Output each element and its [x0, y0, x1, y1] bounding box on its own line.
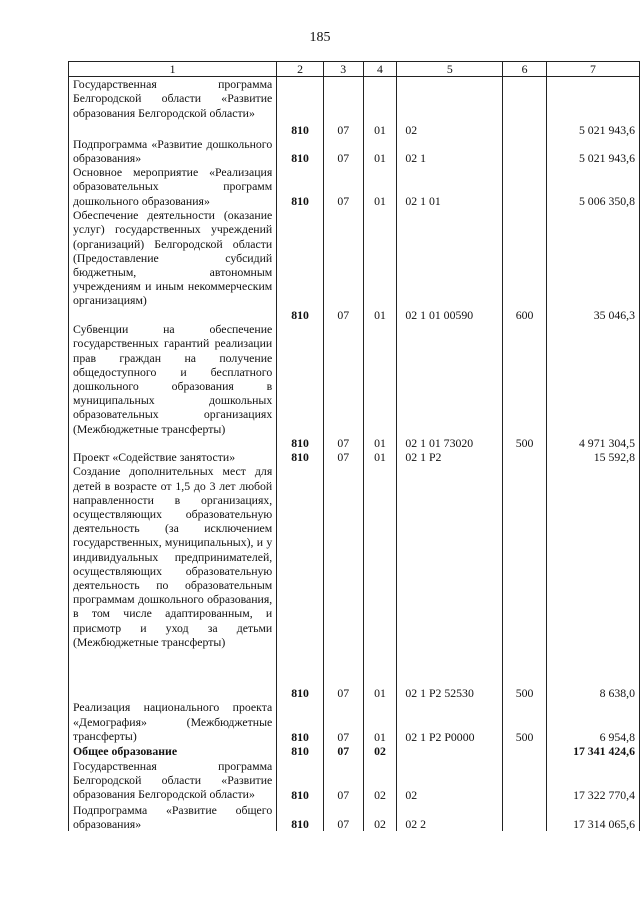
col-header-csr: 5 [397, 62, 503, 77]
row-vr [503, 744, 547, 758]
row-vr: 600 [503, 208, 547, 322]
row-vr [503, 759, 547, 803]
row-pr: 01 [363, 77, 397, 137]
row-rz: 07 [323, 208, 363, 322]
row-name: Основное мероприятие «Реализация образовательных программ дошкольного образования» [69, 165, 277, 208]
row-rz: 07 [323, 322, 363, 450]
row-rz: 07 [323, 759, 363, 803]
row-gr: 810 [277, 137, 324, 165]
row-pr: 01 [363, 464, 397, 700]
row-csr: 02 2 [397, 803, 503, 831]
row-sum: 15 592,8 [546, 450, 639, 464]
row-gr: 810 [277, 759, 324, 803]
table-row [69, 464, 640, 700]
row-vr [503, 77, 547, 137]
row-name: Общее образование [69, 744, 277, 758]
row-pr: 02 [363, 759, 397, 803]
row-vr: 500 [503, 700, 547, 744]
row-rz: 07 [323, 700, 363, 744]
table-row [69, 208, 640, 322]
row-csr: 02 [397, 77, 503, 137]
row-name: Обеспечение деятельности (оказание услуг) государственных учреждений (организаций) Белгородской области (Предоставление субсидий бюджетным, автономным учреждениям и иным некоммерческим организациям) [69, 208, 277, 322]
row-name: Реализация национального проекта «Демография» (Межбюджетные трансферты) [69, 700, 277, 744]
table-row [69, 803, 640, 831]
row-name: Проект «Содействие занятости» [69, 450, 277, 464]
row-vr [503, 165, 547, 208]
row-rz: 07 [323, 450, 363, 464]
row-gr: 810 [277, 450, 324, 464]
row-pr: 02 [363, 744, 397, 758]
col-header-pr: 4 [363, 62, 397, 77]
col-header-name: 1 [69, 62, 277, 77]
row-vr: 500 [503, 464, 547, 700]
col-header-vr: 6 [503, 62, 547, 77]
table-row [69, 700, 640, 744]
row-sum: 17 341 424,6 [546, 744, 639, 758]
row-pr: 01 [363, 450, 397, 464]
row-csr: 02 1 [397, 137, 503, 165]
row-name: Субвенции на обеспечение государственных гарантий реализации прав граждан на получение общедоступного и бесплатного дошкольного образования в муниципальных дошкольных образовательных организациях (Межбюджетные трансферты) [69, 322, 277, 450]
row-gr: 810 [277, 744, 324, 758]
row-rz: 07 [323, 137, 363, 165]
col-header-gr: 2 [277, 62, 324, 77]
row-pr: 01 [363, 137, 397, 165]
page-number: 185 [309, 30, 331, 45]
row-pr: 01 [363, 165, 397, 208]
row-name: Подпрограмма «Развитие общего образования» [69, 803, 277, 831]
row-csr: 02 1 P2 [397, 450, 503, 464]
table-body [69, 77, 640, 831]
row-vr [503, 803, 547, 831]
row-vr [503, 137, 547, 165]
row-csr: 02 1 01 73020 [397, 322, 503, 450]
row-rz: 07 [323, 803, 363, 831]
row-sum: 5 006 350,8 [546, 165, 639, 208]
table-row [69, 744, 640, 758]
row-gr: 810 [277, 700, 324, 744]
row-name: Государственная программа Белгородской области «Развитие образования Белгородской области» [69, 759, 277, 803]
row-gr: 810 [277, 77, 324, 137]
row-rz: 07 [323, 77, 363, 137]
row-vr [503, 450, 547, 464]
row-name: Подпрограмма «Развитие дошкольного образования» [69, 137, 277, 165]
row-sum: 17 322 770,4 [546, 759, 639, 803]
row-pr: 01 [363, 322, 397, 450]
row-name: Государственная программа Белгородской области «Развитие образования Белгородской области» [69, 77, 277, 137]
table-row [69, 322, 640, 450]
col-header-sum: 7 [546, 62, 639, 77]
table-row [69, 450, 640, 464]
table-row [69, 77, 640, 137]
table-row [69, 165, 640, 208]
row-csr: 02 [397, 759, 503, 803]
row-pr: 01 [363, 700, 397, 744]
table-row [69, 137, 640, 165]
row-csr [397, 744, 503, 758]
row-sum: 17 314 065,6 [546, 803, 639, 831]
row-vr: 500 [503, 322, 547, 450]
row-sum: 35 046,3 [546, 208, 639, 322]
row-gr: 810 [277, 803, 324, 831]
row-csr: 02 1 P2 P0000 [397, 700, 503, 744]
column-header-row [69, 62, 640, 77]
col-header-rz: 3 [323, 62, 363, 77]
row-csr: 02 1 01 [397, 165, 503, 208]
row-name: Создание дополнительных мест для детей в возрасте от 1,5 до 3 лет любой направленности в организациях, осуществляющих образовательную деятельность (за исключением государственных, муниципальных), и у индивидуальных предпринимателей, осуществляющих образовательную деятельность по образовательным программам дошкольного образования, в том числе адаптированным, и присмотр и уход за детьми (Межбюджетные трансферты) [69, 464, 277, 700]
row-rz: 07 [323, 744, 363, 758]
table-row [69, 759, 640, 803]
budget-table [68, 61, 640, 831]
row-sum: 4 971 304,5 [546, 322, 639, 450]
row-pr: 01 [363, 208, 397, 322]
row-sum: 6 954,8 [546, 700, 639, 744]
row-rz: 07 [323, 464, 363, 700]
row-gr: 810 [277, 322, 324, 450]
row-pr: 02 [363, 803, 397, 831]
row-gr: 810 [277, 464, 324, 700]
row-gr: 810 [277, 165, 324, 208]
row-gr: 810 [277, 208, 324, 322]
row-sum: 8 638,0 [546, 464, 639, 700]
row-csr: 02 1 01 00590 [397, 208, 503, 322]
row-rz: 07 [323, 165, 363, 208]
row-csr: 02 1 P2 52530 [397, 464, 503, 700]
row-sum: 5 021 943,6 [546, 137, 639, 165]
row-sum: 5 021 943,6 [546, 77, 639, 137]
